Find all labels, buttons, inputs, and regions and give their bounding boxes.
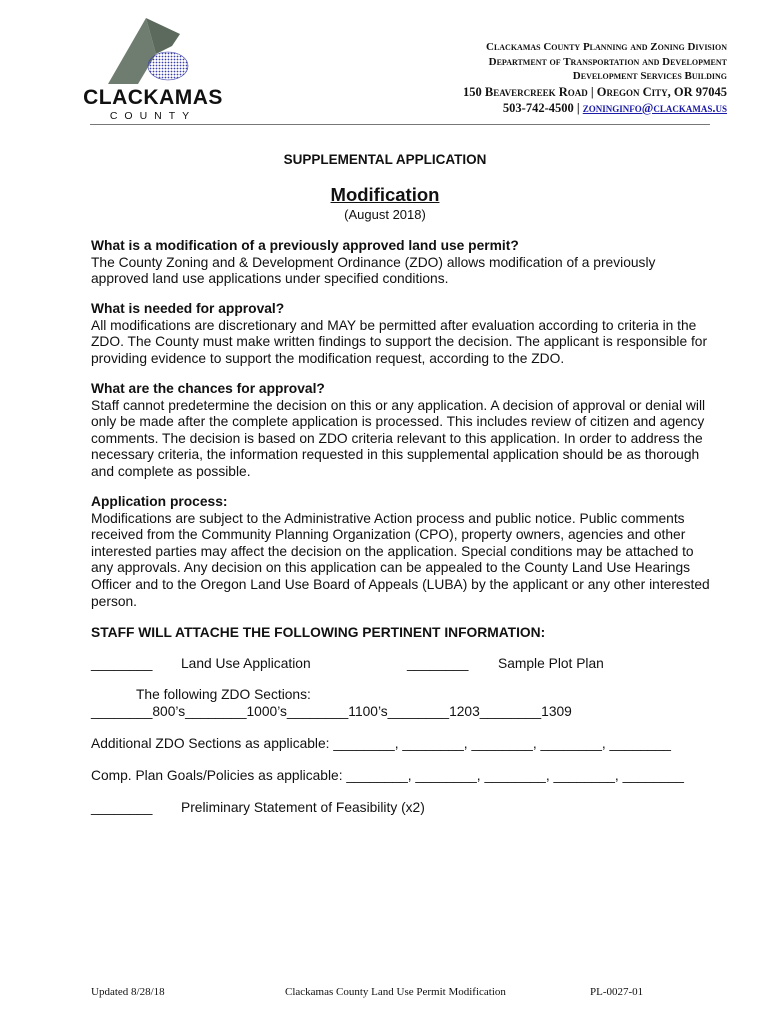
footer-form-code: PL-0027-01: [590, 986, 644, 998]
section-needed-for-approval: [91, 301, 711, 367]
staff-heading: STAFF WILL ATTACHE THE FOLLOWING PERTINENT INFORMATION:: [91, 625, 546, 640]
address: 150 Beavercreek Road | Oregon City, OR 97045: [463, 84, 727, 99]
footer-updated: Updated 8/28/18: [91, 986, 165, 998]
section-application-process: [91, 494, 711, 610]
preliminary-statement-blank[interactable]: ________: [91, 800, 153, 815]
document-date: (August 2018): [344, 207, 426, 222]
logo-wordmark: CLACKAMAS: [83, 86, 223, 109]
section-question: Application process:: [91, 494, 228, 509]
document-heading: SUPPLEMENTAL APPLICATION: [283, 152, 487, 167]
section-question: What are the chances for approval?: [91, 381, 325, 396]
section-question: What is a modification of a previously approved land use permit?: [91, 238, 519, 253]
logo-county-label: COUNTY: [109, 110, 197, 122]
sample-plot-blank[interactable]: ________: [407, 656, 469, 671]
zdo-sections-blanks[interactable]: ________800’s________1000’s________1100’s________1203________1309: [91, 704, 572, 719]
comp-plan-goals[interactable]: Comp. Plan Goals/Policies as applicable: ________, ________, ________, ________, ________: [91, 768, 684, 783]
preliminary-statement-label: Preliminary Statement of Feasibility (x2): [181, 800, 425, 815]
section-chances-for-approval: [91, 381, 711, 481]
footer-title: Clackamas County Land Use Permit Modification: [285, 986, 506, 998]
section-question: What is needed for approval?: [91, 301, 285, 316]
department-name: Department of Transportation and Development: [488, 55, 727, 68]
document-title: Modification: [330, 184, 440, 205]
zdo-sections-label: The following ZDO Sections:: [136, 687, 311, 702]
department-header: [463, 40, 727, 116]
header-divider: [90, 124, 710, 125]
email-link[interactable]: zoninginfo@clackamas.us: [582, 100, 727, 115]
section-answer: Modifications are subject to the Administrative Action process and public notice. Public comments received from the Community Planning Organization (CPO), property owners, agencies and other interested parties may affect the decision on the application. Special conditions may be attached to any approvals. Any decision on this application can be appealed to the County Land Use Hearings Officer and to the Oregon Land Use Board of Appeals (LUBA) by the applicant or any other interested person.: [91, 510, 710, 609]
section-answer: Staff cannot predetermine the decision on this or any application. A decision of approval or denial will only be made after the complete application is processed. This includes review of citizen and agency comments. The decision is based on ZDO criteria relevant to this application. In order to address the necessary criteria, the information requested in this supplemental application should be as thorough and complete as possible.: [91, 397, 706, 479]
land-use-application-label: Land Use Application: [181, 656, 311, 671]
land-use-blank[interactable]: ________: [91, 656, 153, 671]
clackamas-county-logo: [80, 16, 226, 120]
section-what-is-modification: [91, 238, 711, 288]
section-answer: All modifications are discretionary and MAY be permitted after evaluation according to criteria in the ZDO. The County must make written findings to support the decision. The applicant is responsible for providing evidence to support the modification request, according to the ZDO.: [91, 317, 708, 366]
sample-plot-plan-label: Sample Plot Plan: [498, 656, 604, 671]
phone-number: 503-742-4500 |: [502, 100, 583, 115]
contact-line: [463, 100, 727, 116]
additional-zdo-sections[interactable]: Additional ZDO Sections as applicable: ________, ________, ________, ________, ________: [91, 736, 671, 751]
section-answer: The County Zoning and & Development Ordinance (ZDO) allows modification of a previously approved land use applications under specified conditions.: [91, 254, 656, 287]
division-name: Clackamas County Planning and Zoning Division: [486, 41, 727, 53]
building-name: Development Services Building: [572, 70, 727, 82]
mountain-icon: [80, 16, 226, 88]
